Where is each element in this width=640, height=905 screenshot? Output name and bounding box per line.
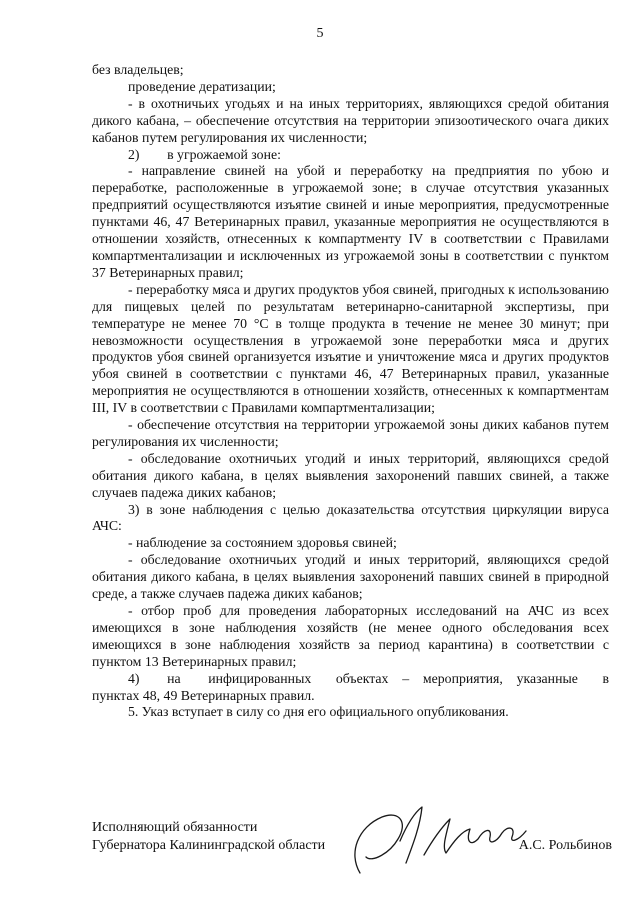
paragraph: - наблюдение за состоянием здоровья свиней; [128, 535, 397, 551]
paragraph: проведение дератизации; [128, 78, 276, 94]
paragraph: - обследование охотничьих угодий и иных территорий, являющихся средой обитания дикого кабана, в целях выявления захоронений павших свиней в природной среде, а также случаев падежа диких кабанов; [92, 552, 609, 602]
page-number: 5 [316, 26, 324, 41]
handwritten-signature [342, 801, 532, 879]
paragraph: 3) в зоне наблюдения с целью доказательства отсутствия циркуляции вируса АЧС: [92, 501, 609, 534]
paragraph: 2) в угрожаемой зоне: [128, 146, 281, 162]
document-body [92, 62, 609, 721]
paragraph: - направление свиней на убой и переработку на предприятия по убою и переработке, расположенные в угрожаемой зоне; в случае отсутствия указанных предприятий осуществляются изъятие свиней и иные мероприятия, предусмотренные пунктами 46, 47 Ветеринарных правил, указанные мероприятия не осуществляются в отношении хозяйств, отнесенных к компартменту IV в соответствии с Правилами компартментализации и исключенных из угрожаемой зоны в соответствии с пунктом 37 Ветеринарных правил; [92, 163, 609, 280]
paragraph: без владельцев; [92, 62, 184, 77]
paragraph: - обследование охотничьих угодий и иных территорий, являющихся средой обитания дикого кабана, в целях выявления захоронений павших свиней, а также случаев падежа диких кабанов; [92, 450, 609, 500]
signatory-title [92, 819, 325, 855]
paragraph: 4) на инфицированных объектах – мероприятия, указанные в пунктах 48, 49 Ветеринарных правил. [92, 670, 609, 703]
paragraph: - обеспечение отсутствия на территории угрожаемой зоны диких кабанов путем регулирования их численности; [92, 417, 609, 449]
paragraph: - отбор проб для проведения лабораторных исследований на АЧС из всех имеющихся в зоне наблюдения хозяйств (не менее одного обследования всех имеющихся в зоне наблюдения хозяйств за период карантина) в соответствии с пунктом 13 Ветеринарных правил; [92, 603, 609, 669]
signatory-title-line: Исполняющий обязанности [92, 820, 258, 835]
paragraph: - в охотничьих угодьях и на иных территориях, являющихся средой обитания дикого кабана, – обеспечение отсутствия на территории эпизоотического очага диких кабанов путем регулирования их численности; [92, 95, 609, 145]
paragraph: 5. Указ вступает в силу со дня его официального опубликования. [128, 704, 509, 720]
signatory-title-line: Губернатора Калининградской области [92, 838, 326, 853]
signature-block [92, 819, 612, 879]
paragraph: - переработку мяса и других продуктов убоя свиней, пригодных к использованию для пищевых целей по результатам ветеринарно-санитарной экспертизы, при температуре не менее 70 °C в толще продукта в течение не менее 30 минут; при невозможности осуществления в угрожаемой зоне переработки мяса и других продуктов убоя свиней организуется изъятие и уничтожение мяса и других продуктов убоя свиней в соответствии с пунктами 46, 47 Ветеринарных правил, указанные мероприятия не осуществляются в отношении хозяйств, отнесенных к компартментам III, IV в соответствии с Правилами компартментализации; [92, 281, 609, 416]
signatory-name: А.С. Рольбинов [518, 838, 612, 853]
